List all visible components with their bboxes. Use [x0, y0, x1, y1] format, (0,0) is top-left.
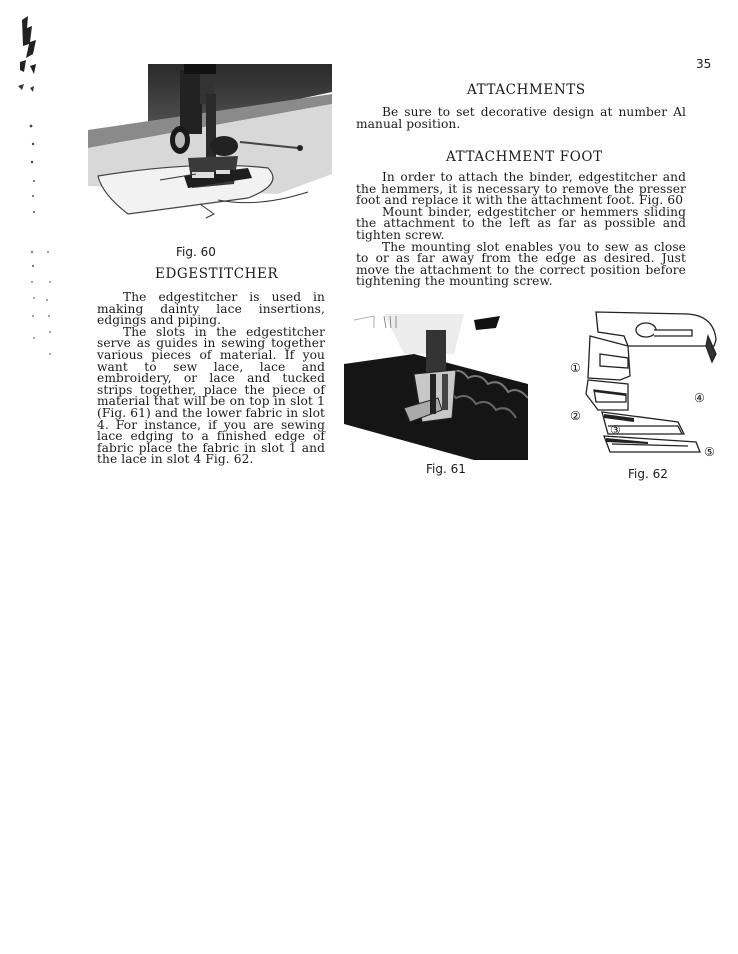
slot-label-4: ④ [694, 391, 705, 405]
attachment-foot-heading: ATTACHMENT FOOT [446, 149, 603, 165]
attachments-heading: ATTACHMENTS [467, 82, 586, 98]
binding-marks [14, 14, 54, 374]
attachments-intro-text: Be sure to set decorative design at number Al manual position. [356, 105, 686, 131]
edgestitcher-paragraph-2: The slots in the edgestitcher serve as guides in sewing together various pieces of material. If you want to sew lace, lace and embroidery, or lace and tucked strips together, place the piece of material that will be on top in slot 1 (Fig. 61) and the lower fabric in slot 4. For instance, if you are sewing lace edging to a finished edge of fabric place the fabric in slot 1 and the lace in slot 4 Fig. 62. [97, 324, 325, 467]
fig60-caption: Fig. 60 [176, 245, 216, 259]
attachments-intro [356, 107, 686, 130]
edgestitcher-paragraph-1: The edgestitcher is used in making dainty lace insertions, edgings and piping. [97, 290, 325, 328]
slot-label-2: ② [570, 409, 581, 423]
slot-label-5: ⑤ [704, 445, 715, 459]
slot-label-1: ① [570, 361, 581, 375]
fig62-image [568, 306, 726, 466]
fig60-image [88, 64, 332, 242]
edgestitcher-text [97, 292, 325, 466]
attachment-foot-text [356, 172, 686, 288]
fig62-caption: Fig. 62 [628, 467, 668, 481]
attachment-foot-paragraph-1: In order to attach the binder, edgestitcher and the hemmers, it is necessary to remove the presser foot and replace it with the attachment foot. Fig. 60 [356, 170, 686, 208]
page-number: 35 [696, 57, 712, 71]
attachment-foot-paragraph-2: Mount binder, edgestitcher or hemmers sliding the attachment to the left as far as possible and tighten screw. [356, 204, 686, 242]
attachment-foot-paragraph-3: The mounting slot enables you to sew as close to or as far away from the edge as desired. Just move the attachment to the correct position before tightening the mounting screw. [356, 239, 686, 289]
slot-label-3: ③ [610, 423, 621, 437]
edgestitcher-heading: EDGESTITCHER [155, 266, 279, 282]
fig61-caption: Fig. 61 [426, 462, 466, 476]
fig61-image [344, 314, 528, 460]
